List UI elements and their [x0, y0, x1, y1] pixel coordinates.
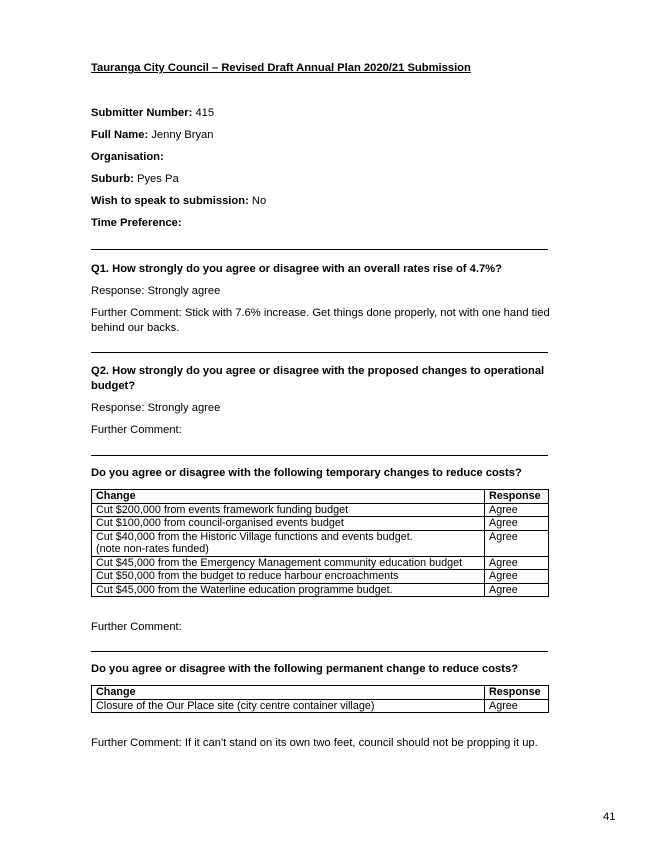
response-cell: Agree — [485, 583, 549, 597]
response-cell: Agree — [485, 556, 549, 570]
column-header-change: Change — [92, 686, 485, 700]
table-header-row — [92, 490, 549, 504]
permanent-change-question: Do you agree or disagree with the following permanent change to reduce costs? — [91, 663, 519, 675]
response-cell: Agree — [485, 503, 549, 517]
field-value: 415 — [195, 107, 215, 119]
column-header-change: Change — [92, 490, 485, 504]
change-cell: Cut $50,000 from the budget to reduce harbour encroachments — [92, 570, 485, 584]
q2-question: Q2. How strongly do you agree or disagree with the proposed changes to operational budget? — [91, 365, 545, 392]
permanent-change-table — [91, 685, 549, 713]
change-note: (note non-rates funded) — [96, 543, 209, 555]
permanent-change-comment: Further Comment: If it can't stand on its own two feet, council should not be propping it up. — [91, 737, 538, 749]
field-label: Wish to speak to submission: — [91, 195, 249, 207]
page-number: 41 — [603, 811, 616, 823]
change-cell: Cut $45,000 from the Emergency Management community education budget — [92, 556, 485, 570]
q2-response: Response: Strongly agree — [91, 402, 221, 414]
table-row — [92, 583, 549, 597]
change-cell — [92, 530, 485, 556]
field-label: Time Preference: — [91, 217, 182, 229]
table-row — [92, 503, 549, 517]
change-cell: Cut $100,000 from council-organised events budget — [92, 517, 485, 531]
table-row — [92, 570, 549, 584]
section-divider — [91, 651, 548, 652]
suburb-field — [91, 173, 179, 185]
table-row — [92, 556, 549, 570]
section-divider — [91, 352, 548, 353]
temporary-changes-table — [91, 489, 549, 597]
field-label: Suburb: — [91, 173, 134, 185]
q2-comment: Further Comment: — [91, 424, 182, 436]
response-cell: Agree — [485, 517, 549, 531]
field-label: Submitter Number: — [91, 107, 193, 119]
change-cell: Cut $200,000 from events framework funding budget — [92, 503, 485, 517]
column-header-response: Response — [485, 686, 549, 700]
temporary-changes-question: Do you agree or disagree with the following temporary changes to reduce costs? — [91, 467, 522, 479]
change-cell: Cut $45,000 from the Waterline education programme budget. — [92, 583, 485, 597]
table-row — [92, 530, 549, 556]
response-cell: Agree — [485, 570, 549, 584]
q1-response: Response: Strongly agree — [91, 285, 221, 297]
submitter-number-field — [91, 107, 214, 119]
column-header-response: Response — [485, 490, 549, 504]
time-preference-field — [91, 217, 182, 229]
field-label: Full Name: — [91, 129, 149, 141]
response-cell: Agree — [485, 530, 549, 556]
table-header-row — [92, 686, 549, 700]
table-row — [92, 699, 549, 713]
field-value: No — [251, 195, 267, 207]
table-row — [92, 517, 549, 531]
q1-question: Q1. How strongly do you agree or disagree with an overall rates rise of 4.7%? — [91, 263, 502, 275]
field-value: Jenny Bryan — [151, 129, 214, 141]
full-name-field — [91, 129, 214, 141]
q1-comment: Further Comment: Stick with 7.6% increase. Get things done properly, not with one hand tied behind our backs. — [91, 307, 550, 334]
response-cell: Agree — [485, 699, 549, 713]
change-text: Cut $40,000 from the Historic Village functions and events budget. — [96, 530, 413, 543]
wish-to-speak-field — [91, 195, 266, 207]
temporary-changes-comment: Further Comment: — [91, 621, 182, 633]
field-value: Pyes Pa — [137, 173, 179, 185]
document-title: Tauranga City Council – Revised Draft Annual Plan 2020/21 Submission — [91, 62, 471, 74]
field-label: Organisation: — [91, 151, 164, 163]
section-divider — [91, 249, 548, 250]
section-divider — [91, 455, 548, 456]
organisation-field — [91, 151, 164, 163]
change-cell: Closure of the Our Place site (city centre container village) — [92, 699, 485, 713]
